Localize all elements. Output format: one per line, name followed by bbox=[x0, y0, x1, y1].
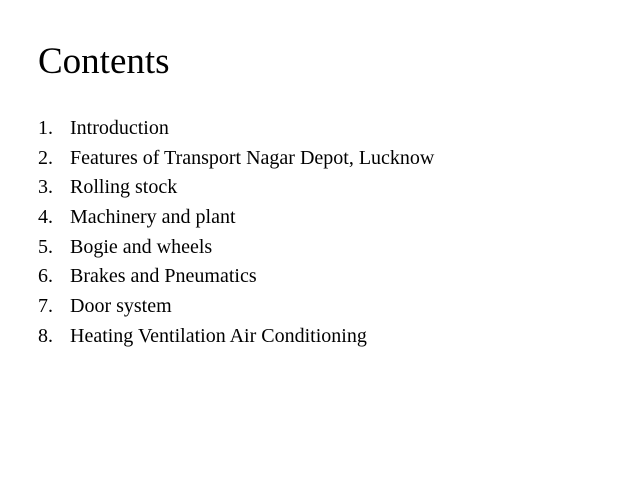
item-label: Rolling stock bbox=[70, 176, 178, 199]
contents-item-3 bbox=[38, 173, 434, 203]
contents-item-4 bbox=[38, 203, 434, 233]
slide-title: Contents bbox=[38, 41, 170, 82]
item-label: Bogie and wheels bbox=[70, 235, 213, 258]
contents-item-8 bbox=[38, 322, 434, 352]
item-label: Machinery and plant bbox=[70, 206, 236, 229]
item-number: 7. bbox=[38, 295, 53, 318]
item-label: Introduction bbox=[70, 117, 169, 139]
item-label: Features of Transport Nagar Depot, Lucknow bbox=[70, 146, 435, 169]
contents-item-2 bbox=[38, 144, 434, 174]
item-number: 8. bbox=[38, 324, 53, 347]
item-label: Heating Ventilation Air Conditioning bbox=[70, 324, 367, 347]
contents-item-1 bbox=[38, 114, 434, 144]
item-number: 2. bbox=[38, 146, 53, 169]
item-number: 6. bbox=[38, 265, 53, 288]
item-label: Door system bbox=[70, 295, 172, 318]
contents-item-7 bbox=[38, 292, 434, 322]
contents-list bbox=[38, 114, 434, 352]
item-label: Brakes and Pneumatics bbox=[70, 265, 257, 288]
item-number: 5. bbox=[38, 235, 53, 258]
item-number: 1. bbox=[38, 117, 53, 139]
contents-item-5 bbox=[38, 233, 434, 263]
contents-item-6 bbox=[38, 262, 434, 292]
item-number: 4. bbox=[38, 206, 53, 229]
item-number: 3. bbox=[38, 176, 53, 199]
